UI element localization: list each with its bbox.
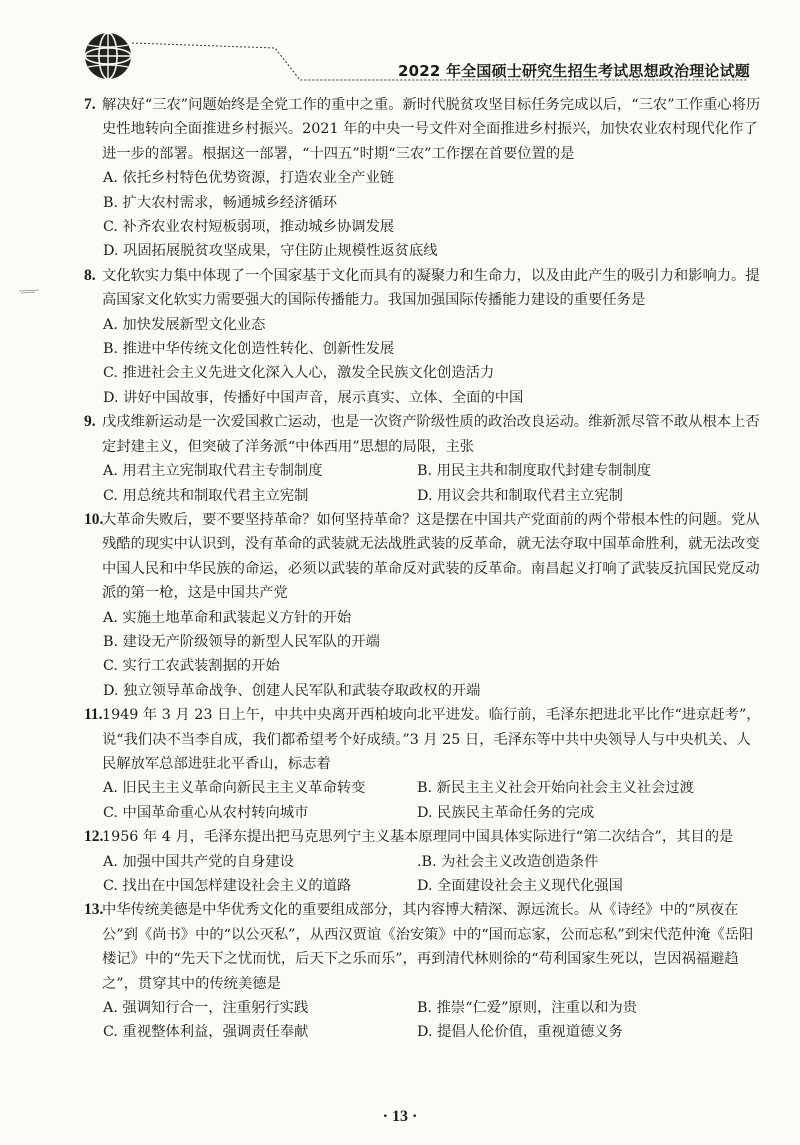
- question-number: 10.: [84, 510, 104, 528]
- option-c: C. 找出在中国怎样建设社会主义的道路: [103, 878, 352, 894]
- option-c: C. 重视整体利益，强调责任奉献: [103, 1024, 309, 1041]
- question-9: [84, 410, 762, 508]
- option-c: C. 中国革命重心从农村转向城市: [103, 804, 309, 821]
- question-text: 中华传统美德是中华优秀文化的重要组成部分，其内容博大精深、源远流长。从《诗经》中的“夙夜在公”到《尚书》中的“以公灭私”，从西汉贾谊《治安策》中的“国而忘家，公而忘私”到宋代范仲淹《岳阳楼记》中的“先天下之忧而忧，后天下之乐而乐”，再到清代林则徐的“苟利国家生死以，岂因祸福避趋之”，贯穿其中的传统美德是: [102, 902, 754, 992]
- question-list: [84, 93, 762, 1045]
- question-stem: [84, 93, 762, 166]
- option-b: .B. 为社会主义改造创造条件: [417, 853, 599, 870]
- question-stem: [84, 898, 762, 996]
- option-c: C. 用总统共和制取代君主立宪制: [103, 487, 309, 504]
- option-a: A. 实施土地革命和武装起义方针的开始: [103, 609, 352, 626]
- option-c: C. 推进社会主义先进文化深入人心，激发全民族文化创造活力: [103, 365, 495, 382]
- header-title: 2022 年全国硕士研究生招生考试思想政治理论试题: [398, 62, 750, 80]
- question-10: [84, 508, 762, 703]
- option-b: B. 扩大农村需求，畅通城乡经济循环: [103, 194, 338, 211]
- question-number: 11.: [84, 706, 103, 724]
- question-text: 戊戌维新运动是一次爱国救亡运动，也是一次资产阶级性质的政治改良运动。维新派尽管不敢从根本上否定封建主义，但突破了洋务派“中体西用”思想的局限，主张: [102, 414, 760, 455]
- option-c: C. 补齐农业农村短板弱项，推动城乡协调发展: [103, 219, 395, 236]
- question-7: [84, 93, 762, 264]
- option-row: [102, 459, 762, 483]
- option-b: B. 推进中华传统文化创造性转化、创新性发展: [103, 341, 395, 358]
- question-8: [84, 264, 762, 410]
- question-11: [84, 703, 762, 825]
- option-d: D. 民族民主革命任务的完成: [417, 804, 595, 821]
- question-number: 9.: [84, 413, 96, 431]
- margin-smudge: [18, 288, 40, 294]
- option-row: [102, 801, 762, 825]
- question-text: 文化软实力集中体现了一个国家基于文化而具有的凝聚力和生命力，以及由此产生的吸引力和影响力。提高国家文化软实力需要强大的国际传播能力。我国加强国际传播能力建设的重要任务是: [102, 267, 760, 309]
- option-c: C. 实行工农武装割据的开始: [103, 658, 280, 675]
- question-stem: [84, 825, 762, 849]
- option-row: [102, 850, 762, 874]
- question-number: 8.: [84, 266, 96, 284]
- page-header: [0, 0, 800, 90]
- option-row: [102, 484, 762, 508]
- option-d: D. 全面建设社会主义现代化强国: [417, 878, 623, 894]
- option-a: A. 依托乡村特色优势资源，打造农业全产业链: [103, 170, 395, 187]
- question-stem: [84, 508, 762, 606]
- option-b: B. 推崇“仁爱”原则，注重以和为贵: [417, 1000, 638, 1017]
- option-row: [102, 1020, 762, 1044]
- option-d: D. 巩固拓展脱贫攻坚成果，守住防止规模性返贫底线: [103, 243, 438, 260]
- question-stem: [84, 264, 762, 313]
- question-stem: [84, 410, 762, 459]
- page-number: · 13 ·: [382, 1108, 418, 1125]
- question-text: 解决好“三农”问题始终是全党工作的重中之重。新时代脱贫攻坚目标任务完成以后，“三农”工作重心将历史性地转向全面推进乡村振兴。2021 年的中央一号文件对全面推进乡村振兴，加快农业农村现代化作了进一步的部署。根据这一部署，“十四五”时期“三农”工作摆在首要位置的是: [102, 97, 761, 162]
- question-text: 1949 年 3 月 23 日上午，中共中央离开西柏坡向北平进发。临行前，毛泽东把进北平比作“进京赶考”，说“我们决不当李自成，我们都希望考个好成绩。”3 月 25 日，毛泽东等中共中央领导人与中央机关、人民解放军总部进驻北平香山，标志着: [102, 707, 761, 772]
- option-d: D. 提倡人伦价值，重视道德义务: [417, 1024, 623, 1041]
- option-row: [102, 996, 762, 1020]
- option-d: D. 独立领导革命战争、创建人民军队和武装夺取政权的开端: [103, 682, 481, 699]
- question-stem: [84, 703, 762, 776]
- option-b: B. 新民主主义社会开始向社会主义社会过渡: [417, 780, 694, 797]
- option-a: A. 旧民主主义革命向新民主主义革命转变: [103, 780, 366, 797]
- option-a: A. 加强中国共产党的自身建设: [103, 853, 294, 870]
- option-a: A. 加快发展新型文化业态: [103, 316, 266, 333]
- question-number: 13.: [84, 901, 104, 919]
- question-number: 7.: [84, 96, 96, 113]
- question-text: 大革命失败后，要不要坚持革命？如何坚持革命？这是摆在中国共产党面前的两个带根本性的问题。党从残酷的现实中认识到，没有革命的武装就无法战胜武装的反革命，就无法夺取中国革命胜利，就无法改变中国人民和中华民族的命运，必须以武装的革命反对武装的反革命。南昌起义打响了武装反抗国民党反动派的第一枪，这是中国共产党: [102, 511, 760, 602]
- option-row: [102, 776, 762, 800]
- option-d: D. 讲好中国故事，传播好中国声音，展示真实、立体、全面的中国: [103, 389, 524, 406]
- option-d: D. 用议会共和制取代君主立宪制: [417, 487, 623, 504]
- question-13: [84, 898, 762, 1044]
- option-b: B. 建设无产阶级领导的新型人民军队的开端: [103, 633, 380, 650]
- option-b: B. 用民主共和制度取代封建专制制度: [417, 463, 652, 480]
- question-text: 1956 年 4 月，毛泽东提出把马克思列宁主义基本原理同中国具体实际进行“第二次结合”，其目的是: [102, 829, 734, 846]
- question-12: [84, 825, 762, 898]
- option-a: A. 用君主立宪制取代君主专制制度: [103, 463, 323, 480]
- question-number: 12.: [84, 828, 104, 846]
- option-row: [102, 874, 762, 898]
- option-a: A. 强调知行合一，注重躬行实践: [103, 1000, 309, 1017]
